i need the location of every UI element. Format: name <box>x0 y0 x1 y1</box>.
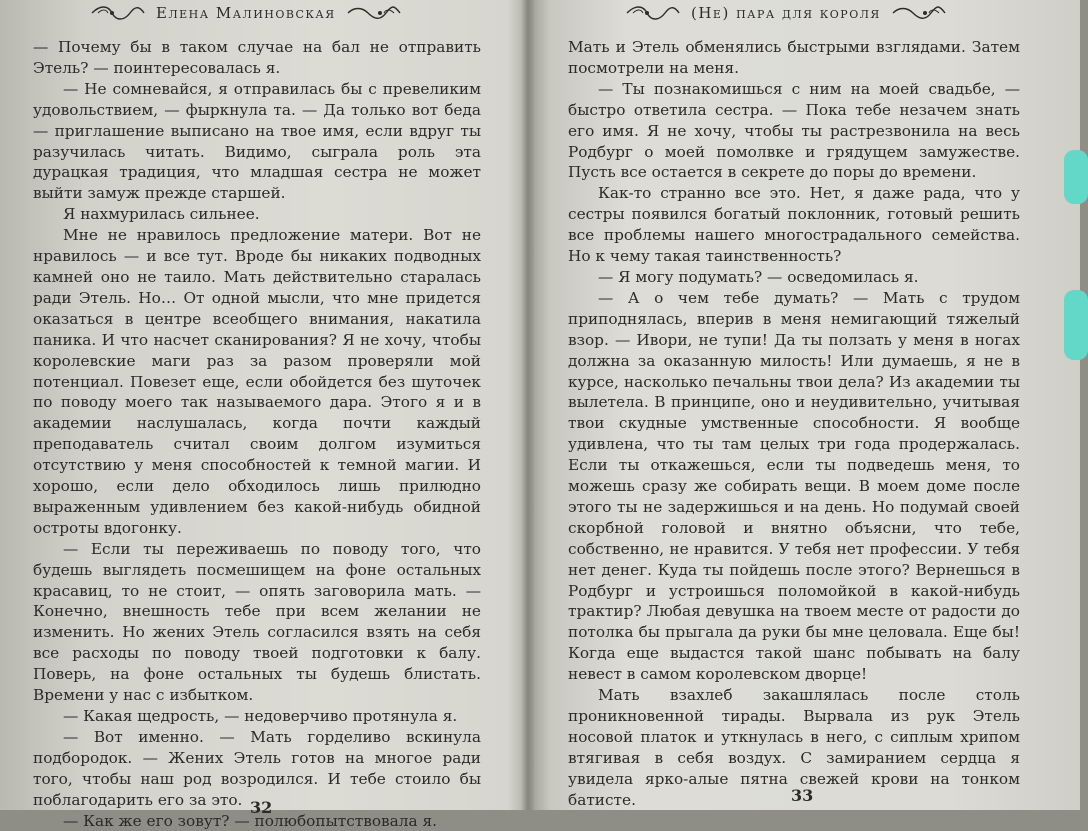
flourish-left-icon <box>625 5 681 21</box>
right-page-text <box>568 37 1020 811</box>
left-running-header <box>90 0 402 26</box>
paragraph: — Почему бы в таком случае на бал не отправить Этель? — поинтересовалась я. <box>33 38 481 77</box>
bookmark-tab-icon <box>1064 290 1088 360</box>
paragraph: — А о чем тебе думать? — Мать с трудом приподнялась, вперив в меня немигающий тяжелый взор. — Ивори, не тупи! Да ты ползать у меня в ногах должна за оказанную милость! Или думаешь, я не в курсе, насколько печальны твои дела? Из академии ты вылетела. В принципе, оно и неудивительно, учитывая твои скудные умственные способности. Я вообще удивлена, что ты там целых три года продержалась. Если ты откажешься, если ты подведешь меня, то можешь сразу же собирать вещи. В моем доме после этого ты не задержишься и на день. Но подумай своей скорбной головой и внятно объясни, что тебе, собственно, не нравится. У тебя нет профессии. У тебя нет денег. Куда ты пойдешь после этого? Вернешься в Родбург и устроишься поломойкой в какой-нибудь трактир? Любая девушка на твоем месте от радости до потолка бы прыгала да руки бы мне целовала. Еще бы! Когда еще выдастся такой шанс побывать на балу невест в самом королевском дворце! <box>568 288 1020 684</box>
paragraph: Я нахмурилась сильнее. <box>63 205 260 224</box>
left-page-number: 32 <box>250 798 273 817</box>
right-running-header <box>625 0 947 26</box>
paragraph: — Вот именно. — Мать горделиво вскинула подбородок. — Жених Этель готов на многое ради того, чтобы наш род возродился. И тебе стоило бы поблагодарить его за это. <box>33 727 481 809</box>
book-gutter <box>521 0 535 810</box>
flourish-right-icon <box>346 5 402 21</box>
flourish-left-icon <box>90 5 146 21</box>
paragraph: Мать и Этель обменялись быстрыми взглядами. Затем посмотрели на меня. <box>568 38 1020 77</box>
paragraph: Мать взахлеб закашлялась после столь проникновенной тирады. Вырвала из рук Этель носовой платок и уткнулась в него, с сиплым хрипом втягивая в себя воздух. С замиранием сердца я увидела ярко-алые пятна свежей крови на тонком батисте. <box>568 686 1020 809</box>
bookmark-tab-icon <box>1064 150 1088 204</box>
author-name: Елена Малиновская <box>156 4 336 22</box>
paragraph: — Я могу подумать? — осведомилась я. <box>598 267 919 286</box>
paragraph: Мне не нравилось предложение матери. Вот не нравилось — и все тут. Вроде бы никаких подводных камней оно не таило. Мать действительно старалась ради Этель. Но… От одной мысли, что мне придется оказаться в центре всеобщего внимания, накатила паника. И что насчет сканирования? Я не хочу, чтобы королевские маги раз за разом проверяли мой потенциал. Повезет еще, если обойдется без шуточек по поводу моего так называемого дара. Этого я и в академии наслушалась, когда почти каждый преподаватель считал своим долгом изумиться отсутствию у меня способностей к темной магии. И хорошо, если дело обходилось лишь прилюдно выраженным удивлением без какой-нибудь обидной остроты вдогонку. <box>33 226 481 537</box>
right-page-number: 33 <box>791 786 814 805</box>
paragraph: — Если ты переживаешь по поводу того, что будешь выглядеть посмешищем на фоне остальных красавиц, то не стоит, — опять заговорила мать. — Конечно, внешность тебе при всем желании не изменить. Но жених Этель согласился взять на себя все расходы по поводу твоей подготовки к балу. Поверь, на фоне остальных ты будешь блистать. Времени у нас с избытком. <box>33 539 481 705</box>
paragraph: — Как же его зовут? — полюбопытствовала я. <box>63 811 438 830</box>
paragraph: — Ты познакомишься с ним на моей свадьбе, — быстро ответила сестра. — Пока тебе незачем знать его имя. Я не хочу, чтобы ты растрезвонила на весь Родбург о моей помолвке и грядущем замужестве. Пусть все остается в секрете до поры до времени. <box>568 79 1020 182</box>
flourish-right-icon <box>891 5 947 21</box>
paragraph: — Не сомневайся, я отправилась бы с превеликим удовольствием, — фыркнула та. — Да только вот беда — приглашение выписано на твое имя, если вдруг ты разучилась читать. Видимо, сыграла роль эта дурацкая традиция, что младшая сестра не может выйти замуж прежде старшей. <box>33 79 481 203</box>
paragraph: — Какая щедрость, — недоверчиво протянула я. <box>63 707 458 725</box>
left-page-text <box>33 37 481 831</box>
paragraph: Как-то странно все это. Нет, я даже рада, что у сестры появился богатый поклонник, готовый решить все проблемы нашего многострадального семейства. Но к чему такая таинственность? <box>568 184 1020 266</box>
book-title: (Не) пара для короля <box>691 4 881 22</box>
